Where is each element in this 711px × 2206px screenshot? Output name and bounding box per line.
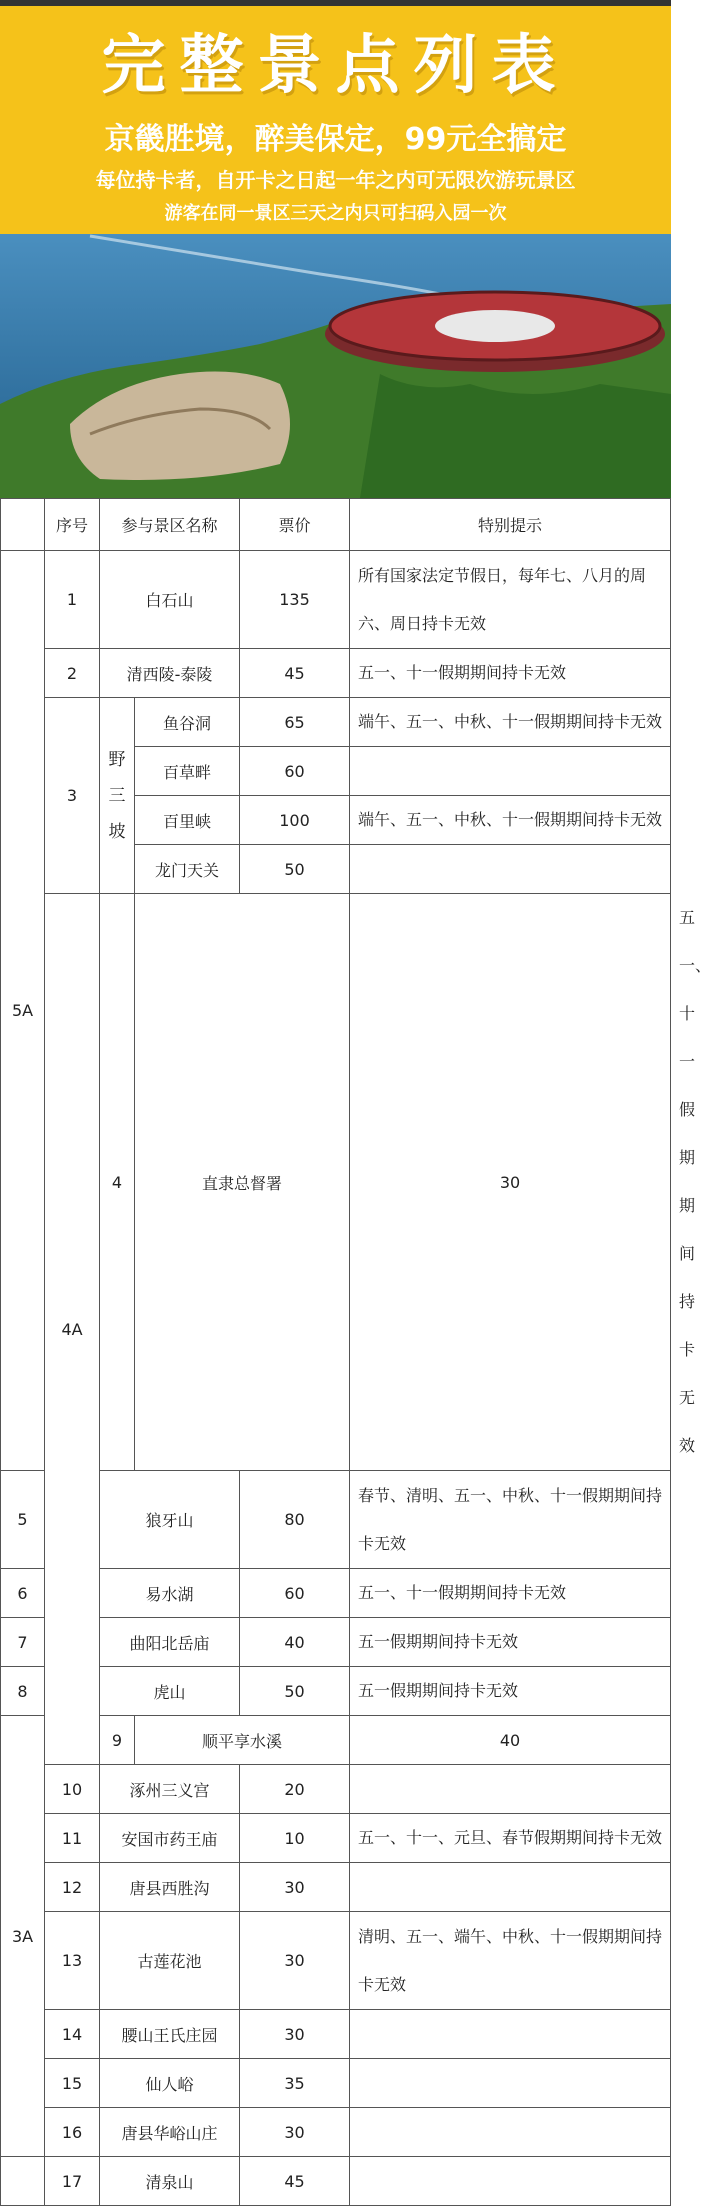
scenic-spot-table-wrapper <box>0 498 711 2192</box>
row-price: 40 <box>350 1716 671 1765</box>
table-row <box>1 1667 671 1716</box>
table-row <box>1 2108 671 2157</box>
row-notice: 五一假期期间持卡无效 <box>350 1667 671 1716</box>
table-row <box>1 1863 671 1912</box>
row-notice: 五一、十一假期期间持卡无效 <box>350 649 671 698</box>
price-header: 票价 <box>240 499 350 551</box>
row-notice <box>350 1765 671 1814</box>
scenic-spot-table <box>0 498 711 2206</box>
row-name: 安国市药王庙 <box>100 1814 240 1863</box>
row-price: 65 <box>240 698 350 747</box>
table-row <box>1 649 671 698</box>
row-name: 清泉山 <box>100 2157 240 2206</box>
no-header: 序号 <box>45 499 100 551</box>
row-no: 1 <box>45 551 100 649</box>
row-name: 曲阳北岳庙 <box>100 1618 240 1667</box>
row-name: 易水湖 <box>100 1569 240 1618</box>
row-notice <box>350 2157 671 2206</box>
row-price: 40 <box>240 1618 350 1667</box>
scenic-photo <box>0 234 671 498</box>
table-row <box>1 2157 671 2206</box>
row-no: 17 <box>45 2157 100 2206</box>
slogan: 京畿胜境，醉美保定，99元全搞定 <box>104 122 567 157</box>
row-name: 顺平享水溪 <box>135 1716 350 1765</box>
table-row <box>1 1618 671 1667</box>
row-name: 百里峡 <box>135 796 240 845</box>
group-name <box>100 698 135 894</box>
group-name-char: 野 <box>108 749 126 770</box>
row-no: 7 <box>1 1618 45 1667</box>
row-notice: 五一、十一、元旦、春节假期期间持卡无效 <box>350 1814 671 1863</box>
card-validity-note: 每位持卡者，自开卡之日起一年之内可无限次游玩景区 <box>95 168 576 192</box>
row-notice: 五一、十一假期期间持卡无效 <box>350 1569 671 1618</box>
page-title: 完整景点列表 <box>101 29 570 103</box>
row-price: 35 <box>240 2059 350 2108</box>
table-row <box>1 1569 671 1618</box>
row-price: 30 <box>350 894 671 1471</box>
level-3a: 3A <box>1 1716 45 2157</box>
row-notice <box>350 845 671 894</box>
row-price: 10 <box>240 1814 350 1863</box>
level-empty <box>1 2157 45 2206</box>
table-row <box>1 1814 671 1863</box>
table-row <box>1 698 671 747</box>
entry-rule-note: 游客在同一景区三天之内只可扫码入园一次 <box>164 203 507 224</box>
table-row <box>1 1716 671 1765</box>
row-notice <box>350 2108 671 2157</box>
row-no: 16 <box>45 2108 100 2157</box>
row-name: 唐县西胜沟 <box>100 1863 240 1912</box>
row-no: 10 <box>45 1765 100 1814</box>
table-row: 4A 4 直隶总督署 30 五一、十一假期期间持卡无效 <box>1 894 671 1471</box>
row-notice: 春节、清明、五一、中秋、十一假期期间持卡无效 <box>350 1471 671 1569</box>
level-header <box>1 499 45 551</box>
row-no: 15 <box>45 2059 100 2108</box>
table-header-row <box>1 499 671 551</box>
row-notice <box>350 747 671 796</box>
row-name: 鱼谷洞 <box>135 698 240 747</box>
row-price: 50 <box>240 1667 350 1716</box>
row-notice: 清明、五一、端午、中秋、十一假期期间持卡无效 <box>350 1912 671 2010</box>
row-price: 80 <box>240 1471 350 1569</box>
row-no: 6 <box>1 1569 45 1618</box>
row-notice: 五一假期期间持卡无效 <box>350 1618 671 1667</box>
row-no: 13 <box>45 1912 100 2010</box>
row-price: 50 <box>240 845 350 894</box>
notice-header: 特别提示 <box>350 499 671 551</box>
deck-center <box>435 310 555 342</box>
row-notice <box>350 2059 671 2108</box>
table-row <box>1 2059 671 2108</box>
group-name-char: 坡 <box>108 821 126 842</box>
row-price: 60 <box>240 1569 350 1618</box>
row-notice: 所有国家法定节假日，每年七、八月的周六、周日持卡无效 <box>350 551 671 649</box>
row-no: 5 <box>1 1471 45 1569</box>
row-notice: 端午、五一、中秋、十一假期期间持卡无效 <box>350 796 671 845</box>
header-banner <box>0 6 671 234</box>
table-row <box>1 2010 671 2059</box>
row-price: 30 <box>240 1912 350 2010</box>
row-name: 清西陵-泰陵 <box>100 649 240 698</box>
row-price: 60 <box>240 747 350 796</box>
row-no: 8 <box>1 1667 45 1716</box>
row-no: 12 <box>45 1863 100 1912</box>
row-no: 3 <box>45 698 100 894</box>
group-name-char: 三 <box>108 785 126 806</box>
table-row <box>1 551 671 649</box>
row-notice <box>350 2010 671 2059</box>
row-name: 仙人峪 <box>100 2059 240 2108</box>
row-price: 20 <box>240 1765 350 1814</box>
row-name: 涿州三义宫 <box>100 1765 240 1814</box>
row-name: 龙门天关 <box>135 845 240 894</box>
table-row <box>1 1471 671 1569</box>
row-price: 30 <box>240 1863 350 1912</box>
row-name: 白石山 <box>100 551 240 649</box>
name-header: 参与景区名称 <box>100 499 240 551</box>
row-price: 30 <box>240 2010 350 2059</box>
row-name: 虎山 <box>100 1667 240 1716</box>
row-price: 100 <box>240 796 350 845</box>
row-name: 腰山王氏庄园 <box>100 2010 240 2059</box>
row-price: 45 <box>240 649 350 698</box>
row-no: 2 <box>45 649 100 698</box>
row-no: 14 <box>45 2010 100 2059</box>
row-price: 45 <box>240 2157 350 2206</box>
row-notice: 端午、五一、中秋、十一假期期间持卡无效 <box>350 698 671 747</box>
level-5a: 5A <box>1 551 45 1471</box>
level-4a: 4A <box>45 894 100 1765</box>
row-no: 9 <box>100 1716 135 1765</box>
row-name: 唐县华峪山庄 <box>100 2108 240 2157</box>
row-price: 135 <box>240 551 350 649</box>
table-row <box>1 1765 671 1814</box>
row-name: 直隶总督署 <box>135 894 350 1471</box>
row-no: 4 <box>100 894 135 1471</box>
row-name: 古莲花池 <box>100 1912 240 2010</box>
scenic-photo-drawing <box>0 234 671 498</box>
row-notice <box>350 1863 671 1912</box>
table-row <box>1 1912 671 2010</box>
row-name: 狼牙山 <box>100 1471 240 1569</box>
row-no: 11 <box>45 1814 100 1863</box>
row-price: 30 <box>240 2108 350 2157</box>
row-name: 百草畔 <box>135 747 240 796</box>
